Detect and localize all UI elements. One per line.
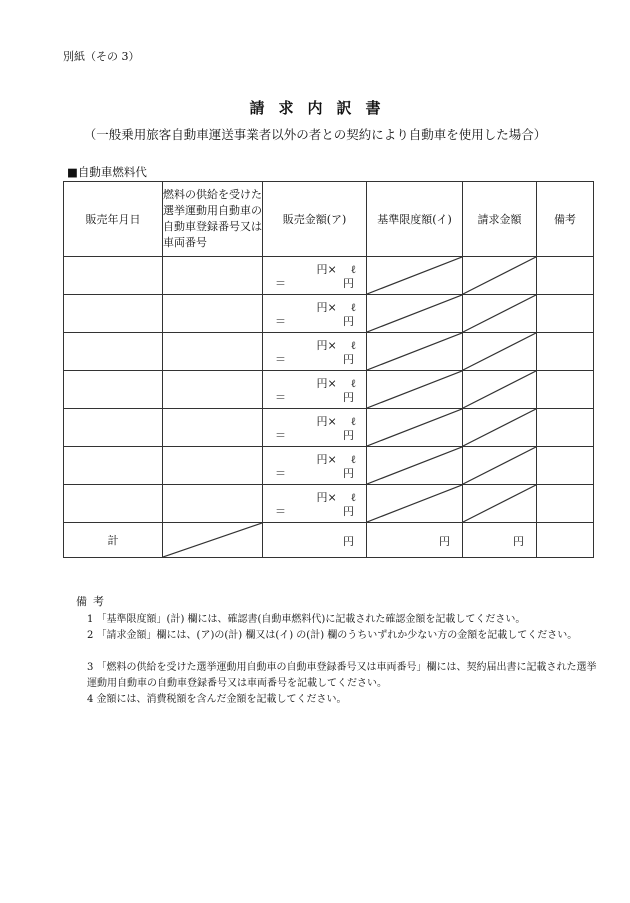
table-row [64,447,594,485]
header-remarks: 備考 [537,182,594,257]
date-cell[interactable] [64,333,163,371]
diagonal-slash [367,485,462,522]
liter-label: ℓ [350,377,356,390]
note-item: 3 「燃料の供給を受けた選挙運動用自動車の自動車登録番号又は車両番号」欄には、契約届出書に記載された選挙運動用自動車の自動車登録番号又は車両番号を記載してください。 [87,662,597,689]
equals-yen [275,503,354,519]
liter-label: ℓ [350,339,356,352]
sales-cell[interactable] [263,257,367,295]
total-limit-yen: 円 [439,535,450,548]
note-item: 2 「請求金額」欄には、(ア)の(計) 欄又は(イ) の(計) 欄のうちいずれか少ない方の金額を記載してください。 [87,630,578,641]
table-row [64,257,594,295]
diagonal-slash [463,371,536,408]
vehicle-cell[interactable] [163,295,263,333]
claim-cell [463,447,537,485]
page-subtitle: （一般乗用旅客自動車運送事業者以外の者との契約により自動車を使用した場合） [83,127,547,142]
claim-cell [463,485,537,523]
claim-cell [463,295,537,333]
equals-yen [275,389,354,405]
diagonal-slash [463,485,536,522]
table-row [64,371,594,409]
yen-times-label: 円× [316,301,337,314]
liter-label: ℓ [350,263,356,276]
vehicle-cell[interactable] [163,371,263,409]
liter-label: ℓ [350,301,356,314]
yen-times-label: 円× [316,453,337,466]
sales-cell[interactable] [263,295,367,333]
limit-cell [367,485,463,523]
total-vehicle-cell [163,523,263,558]
date-cell[interactable] [64,447,163,485]
limit-cell [367,257,463,295]
yen-label: 円 [343,467,354,480]
total-claim-cell[interactable] [463,523,537,558]
limit-cell [367,409,463,447]
yen-times-label: 円× [316,339,337,352]
yen-times-label: 円× [316,377,337,390]
total-row [64,523,594,558]
diagonal-slash [463,295,536,332]
diagonal-slash [463,409,536,446]
date-cell[interactable] [64,257,163,295]
remarks-cell[interactable] [537,333,594,371]
diagonal-slash [367,447,462,484]
total-claim-yen: 円 [513,535,524,548]
limit-cell [367,371,463,409]
header-sales: 販売金額(ア) [263,182,367,257]
sales-cell[interactable] [263,371,367,409]
diagonal-slash [463,257,536,294]
yen-label: 円 [343,505,354,518]
diagonal-slash [367,257,462,294]
yen-times-label: 円× [316,491,337,504]
vehicle-cell[interactable] [163,485,263,523]
yen-label: 円 [343,277,354,290]
remarks-cell[interactable] [537,257,594,295]
sales-cell[interactable] [263,409,367,447]
total-sales-cell[interactable] [263,523,367,558]
yen-label: 円 [343,315,354,328]
yen-times-label: 円× [316,263,337,276]
liter-label: ℓ [350,415,356,428]
limit-cell [367,333,463,371]
liter-label: ℓ [350,491,356,504]
vehicle-cell[interactable] [163,409,263,447]
claim-table [63,181,594,558]
remarks-cell[interactable] [537,409,594,447]
yen-label: 円 [343,353,354,366]
date-cell[interactable] [64,371,163,409]
equals-label: ＝ [275,391,286,404]
remarks-cell[interactable] [537,485,594,523]
sales-cell[interactable] [263,333,367,371]
claim-cell [463,333,537,371]
note-item: 4 金額には、消費税額を含んだ金額を記載してください。 [87,694,347,705]
note-item: 1 「基準限度額」(計) 欄には、確認書(自動車燃料代)に記載された確認金額を記載してください。 [87,614,526,625]
diagonal-slash [367,371,462,408]
sales-cell[interactable] [263,447,367,485]
yen-label: 円 [343,429,354,442]
total-sales-yen: 円 [343,535,354,548]
yen-label: 円 [343,391,354,404]
diagonal-slash [163,523,262,557]
table-row [64,485,594,523]
page-title: 請求内訳書 [249,99,395,117]
equals-label: ＝ [275,429,286,442]
table-row [64,409,594,447]
claim-cell [463,371,537,409]
annex-label: 別紙（その 3） [63,50,140,63]
diagonal-slash [367,295,462,332]
date-cell[interactable] [64,295,163,333]
diagonal-slash [463,447,536,484]
vehicle-cell[interactable] [163,333,263,371]
equals-yen [275,427,354,443]
notes-title: 備考 [76,595,110,608]
date-cell[interactable] [64,409,163,447]
table-row [64,295,594,333]
equals-label: ＝ [275,277,286,290]
diagonal-slash [367,333,462,370]
section-label: ■自動車燃料代 [67,165,147,179]
equals-label: ＝ [275,353,286,366]
equals-yen [275,351,354,367]
claim-cell [463,257,537,295]
claim-cell [463,409,537,447]
equals-yen [275,313,354,329]
total-remarks-cell[interactable] [537,523,594,558]
sales-cell[interactable] [263,485,367,523]
yen-times-label: 円× [316,415,337,428]
equals-yen [275,275,354,291]
header-vehicle: 燃料の供給を受けた選挙運動用自動車の自動車登録番号又は車両番号 [163,182,263,257]
remarks-cell[interactable] [537,371,594,409]
remarks-cell[interactable] [537,447,594,485]
equals-label: ＝ [275,505,286,518]
liter-label: ℓ [350,453,356,466]
equals-label: ＝ [275,467,286,480]
header-date: 販売年月日 [64,182,163,257]
diagonal-slash [367,409,462,446]
limit-cell [367,447,463,485]
limit-cell [367,295,463,333]
vehicle-cell[interactable] [163,447,263,485]
header-claim: 請求金額 [463,182,537,257]
equals-label: ＝ [275,315,286,328]
diagonal-slash [463,333,536,370]
total-limit-cell[interactable] [367,523,463,558]
header-limit: 基準限度額(イ) [367,182,463,257]
vehicle-cell[interactable] [163,257,263,295]
equals-yen [275,465,354,481]
date-cell[interactable] [64,485,163,523]
total-label[interactable]: 計 [64,523,163,558]
table-row [64,333,594,371]
remarks-cell[interactable] [537,295,594,333]
